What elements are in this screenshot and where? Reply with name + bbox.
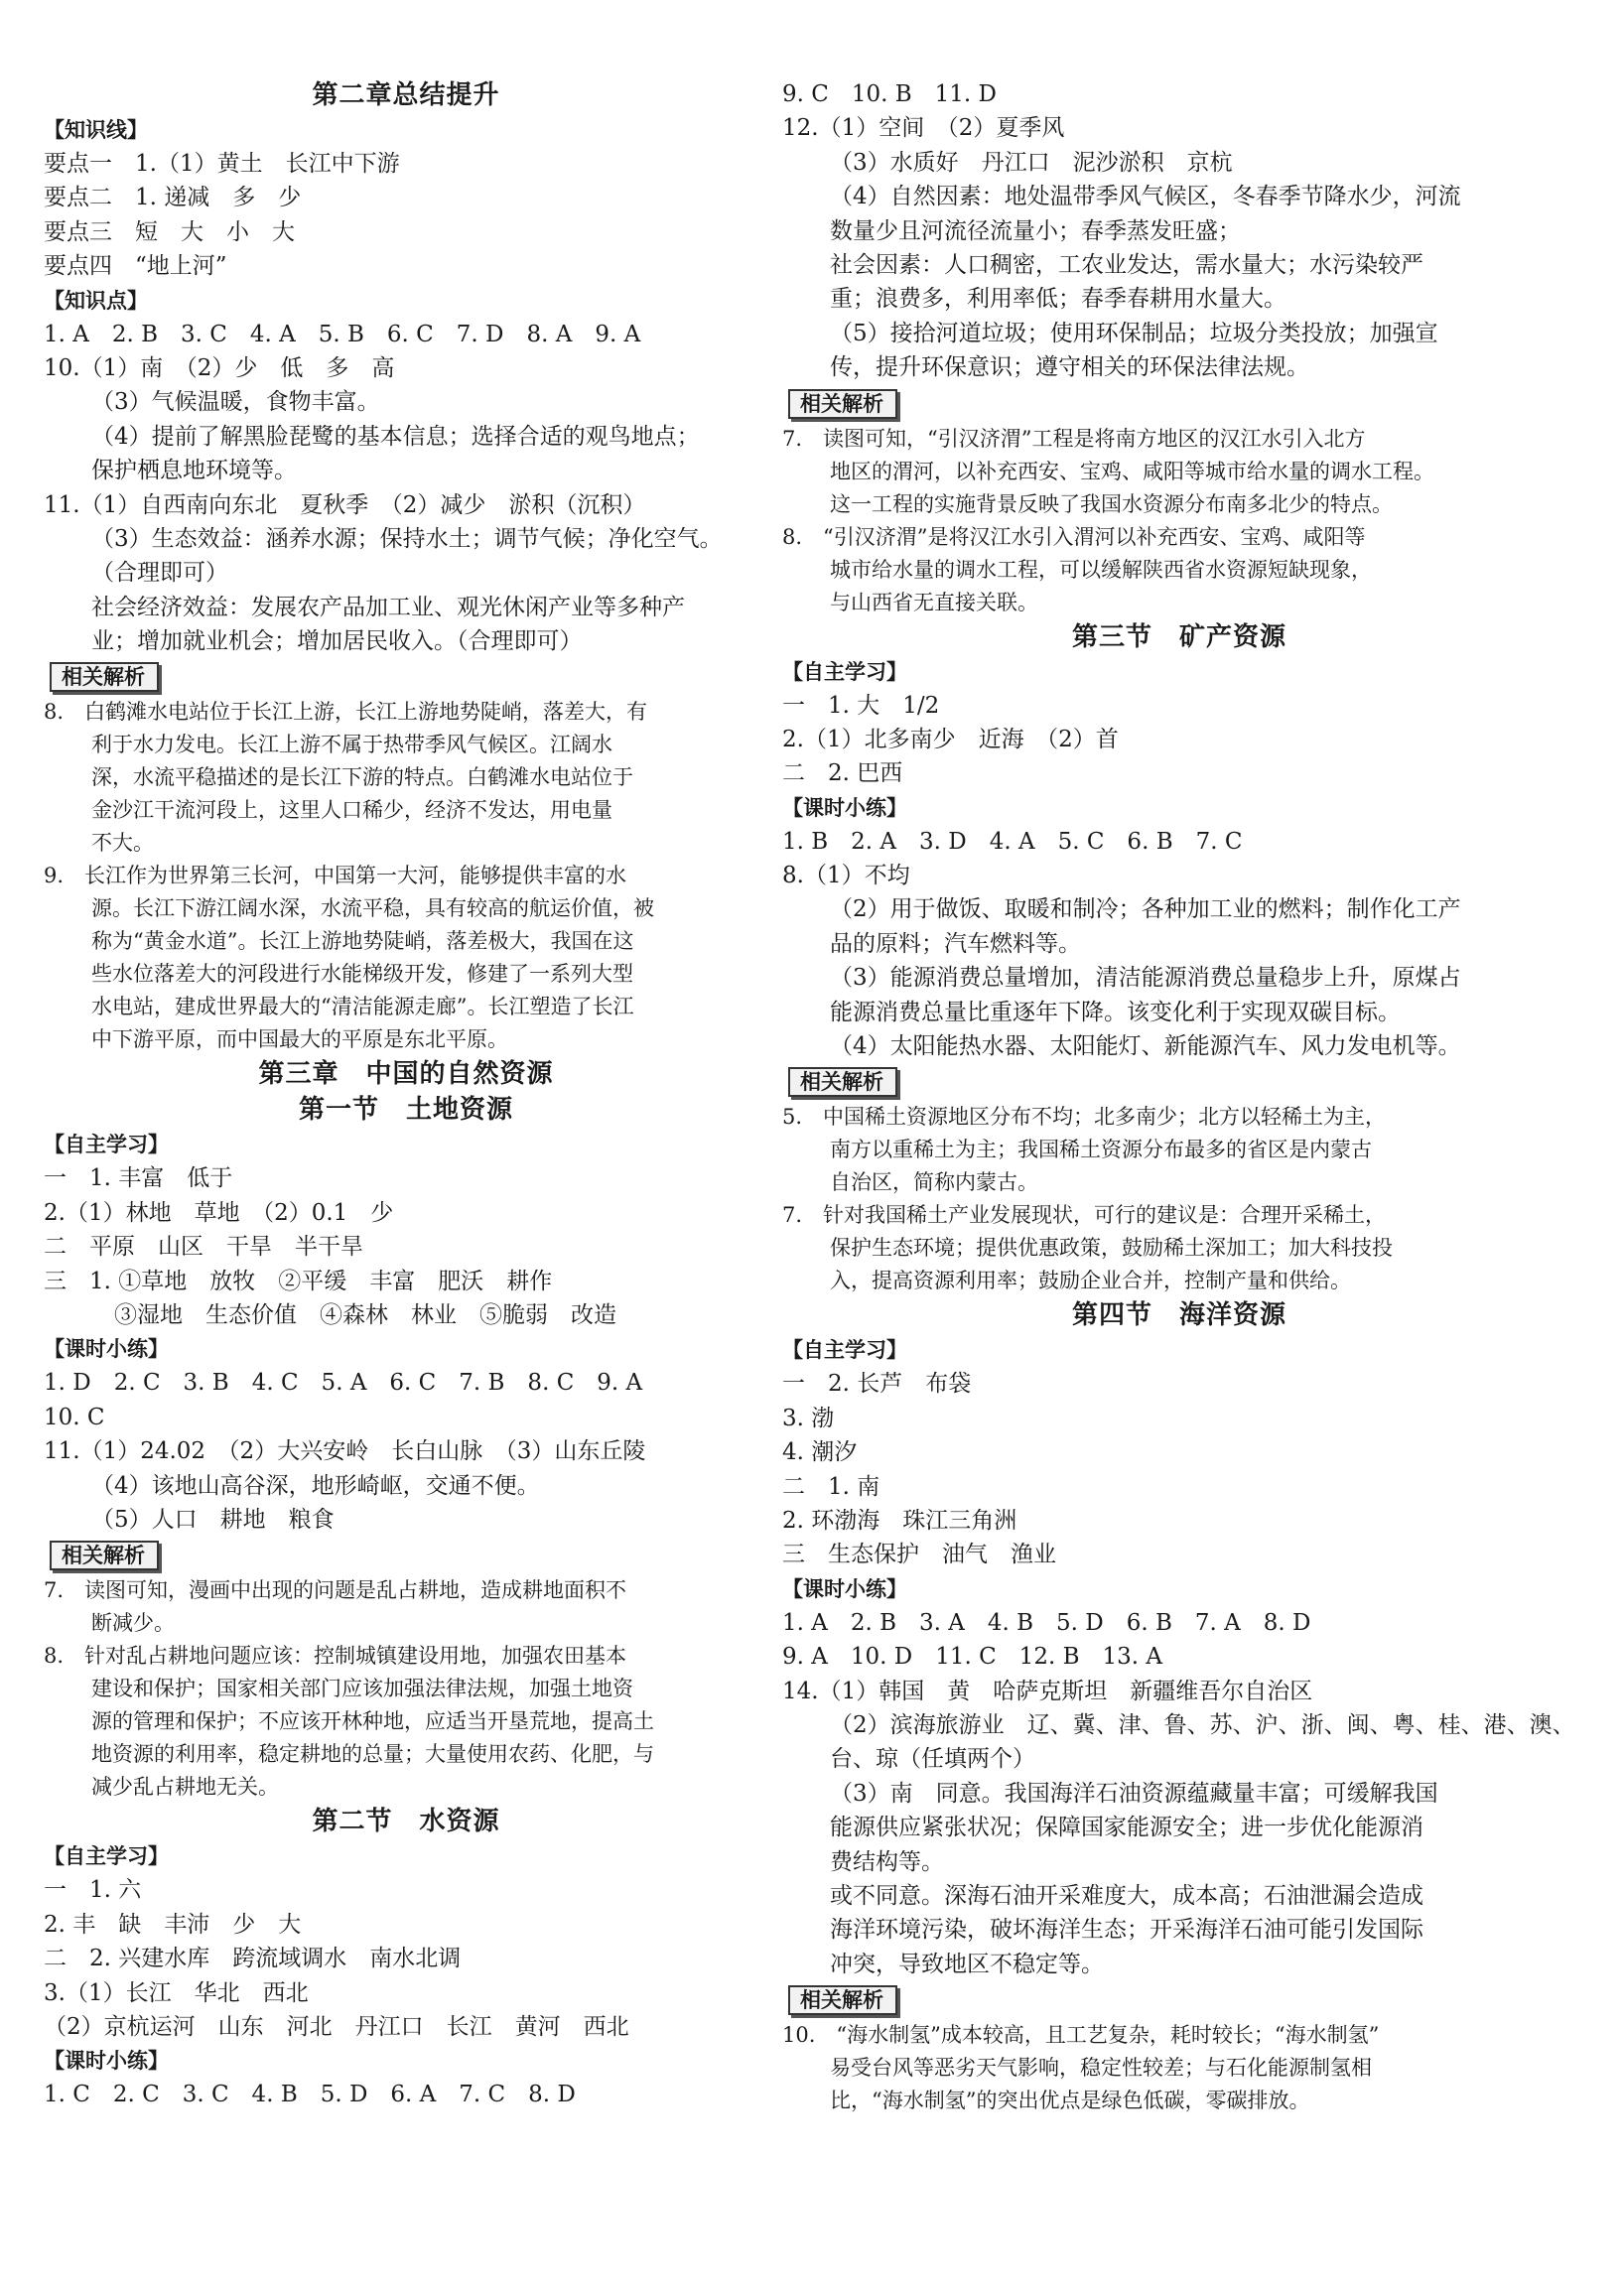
analysis-line: 些水位落差大的河段进行水能梯级开发，修建了一系列大型 — [91, 962, 633, 987]
analysis-line: 金沙江干流河段上，这里人口稀少，经济不发达，用电量 — [91, 798, 612, 823]
answer-line: 10.（1）南 （2）少 低 多 高 — [44, 354, 395, 381]
analysis-tag-row — [782, 1981, 1576, 2019]
analysis-tag-row — [44, 658, 768, 696]
answer-line: 能源供应紧张状况；保障国家能源安全；进一步优化能源消 — [830, 1815, 1423, 1841]
answer-line: （合理即可） — [91, 560, 228, 587]
answer-line: 2.（1）林地 草地 （2）0.1 少 — [44, 1199, 394, 1226]
answer-line: 11.（1）24.02 （2）大兴安岭 长白山脉 （3）山东丘陵 — [44, 1438, 646, 1465]
answer-line: 数量少且河流径流量小；春季蒸发旺盛； — [830, 217, 1241, 244]
analysis-line: 地区的渭河，以补充西安、宝鸡、咸阳等城市给水量的调水工程。 — [830, 459, 1434, 483]
analysis-line: 自治区，简称内蒙古。 — [830, 1170, 1038, 1195]
answer-line: （4）该地山高谷深，地形崎岖，交通不便。 — [91, 1472, 540, 1499]
answer-line: 社会经济效益：发展农产品加工业、观光休闲产业等多种产 — [91, 594, 685, 620]
answer-line: 或不同意。深海石油开采难度大，成本高；石油泄漏会造成 — [830, 1882, 1423, 1909]
analysis-line: 8. 针对乱占耕地问题应该：控制城镇建设用地，加强农田基本 — [44, 1644, 627, 1669]
answer-line: 三 生态保护 油气 渔业 — [782, 1542, 1056, 1568]
answer-line: （3）南 同意。我国海洋石油资源蕴藏量丰富；可缓解我国 — [830, 1780, 1438, 1807]
analysis-line: 比，“海水制氢”的突出优点是绿色低碳，零碳排放。 — [830, 2089, 1310, 2113]
left-column — [44, 77, 768, 2112]
analysis-line: 源。长江下游江阔水深，水流平稳，具有较高的航运价值，被 — [91, 896, 654, 921]
analysis-line: 7. 读图可知，“引汉济渭”工程是将南方地区的汉江水引入北方 — [782, 426, 1366, 451]
analysis-tag: 相关解析 — [788, 1985, 897, 2015]
analysis-line: 5. 中国稀土资源地区分布不均；北多南少；北方以轻稀土为主， — [782, 1105, 1387, 1130]
answer-line: 11.（1）自西南向东北 夏秋季 （2）减少 淤积（沉积） — [44, 491, 646, 518]
answer-line: （5）接拾河道垃圾；使用环保制品；垃圾分类投放；加强宣 — [830, 320, 1438, 346]
subsection-label: 【课时小练】 — [44, 1337, 169, 1362]
answer-line: 一 1. 大 1/2 — [782, 692, 940, 719]
answer-line: 3. 渤 — [782, 1405, 835, 1431]
answer-line: 9. C 10. B 11. D — [782, 81, 997, 107]
answer-line: 3.（1）长江 华北 西北 — [44, 1979, 309, 2006]
analysis-line: 保护生态环境；提供优惠政策，鼓励稀土深加工；加大科技投 — [830, 1236, 1393, 1261]
analysis-line: 深，水流平稳描述的是长江下游的特点。白鹤滩水电站位于 — [91, 765, 633, 790]
subsection-label: 【课时小练】 — [782, 795, 907, 820]
answer-line: 10. C — [44, 1404, 105, 1430]
analysis-line: 9. 长江作为世界第三长河，中国第一大河，能够提供丰富的水 — [44, 864, 627, 888]
analysis-tag: 相关解析 — [50, 662, 159, 692]
answer-line: （2）滨海旅游业 辽、冀、津、鲁、苏、沪、浙、闽、粤、桂、港、澳、 — [830, 1711, 1575, 1738]
answer-line: 二 1. 南 — [782, 1473, 880, 1500]
answer-line: （3）生态效益：涵养水源；保持水土；调节气候；净化空气。 — [91, 525, 723, 552]
subsection-label: 【知识线】 — [44, 118, 148, 142]
analysis-line: 地资源的利用率，稳定耕地的总量；大量使用农药、化肥，与 — [91, 1742, 654, 1767]
analysis-tag: 相关解析 — [788, 1067, 897, 1097]
answer-line: 海洋环境污染，破坏海洋生态；开采海洋石油可能引发国际 — [830, 1917, 1423, 1944]
analysis-tag-row — [44, 1537, 768, 1574]
analysis-line: 城市给水量的调水工程，可以缓解陕西省水资源短缺现象， — [830, 557, 1372, 582]
answer-line: 2.（1）北多南少 近海 （2）首 — [782, 726, 1119, 752]
right-column — [782, 77, 1576, 2117]
analysis-line: 7. 读图可知，漫画中出现的问题是乱占耕地，造成耕地面积不 — [44, 1578, 627, 1603]
answer-line: （5）人口 耕地 粮食 — [91, 1506, 335, 1533]
answer-line: 要点一 1.（1）黄土 长江中下游 — [44, 151, 400, 177]
answer-line: 能源消费总量比重逐年下降。该变化利于实现双碳目标。 — [830, 999, 1401, 1025]
answer-line: （2）京杭运河 山东 河北 丹江口 长江 黄河 西北 — [44, 2013, 629, 2040]
section-heading: 第四节 海洋资源 — [1071, 1300, 1286, 1331]
section-heading: 第三节 矿产资源 — [1071, 621, 1286, 652]
answer-line: （3）水质好 丹江口 泥沙淤积 京杭 — [830, 149, 1233, 176]
analysis-line: 易受台风等恶劣天气影响，稳定性较差；与石化能源制氢相 — [830, 2056, 1372, 2081]
answer-line: 三 1. ①草地 放牧 ②平缓 丰富 肥沃 耕作 — [44, 1268, 553, 1294]
analysis-line: 源的管理和保护；不应该开林种地，应适当开垦荒地，提高土 — [91, 1709, 654, 1734]
answer-line: 1. A 2. B 3. C 4. A 5. B 6. C 7. D 8. A 9. A — [44, 321, 641, 347]
analysis-line: 不大。 — [91, 831, 154, 856]
answer-line: 要点二 1. 递减 多 少 — [44, 185, 302, 211]
answer-line: 二 2. 兴建水库 跨流域调水 南水北调 — [44, 1946, 462, 1972]
answer-line: 2. 环渤海 珠江三角洲 — [782, 1507, 1017, 1534]
answer-line: 8.（1）不均 — [782, 863, 910, 889]
analysis-line: 水电站，建成世界最大的“清洁能源走廊”。长江塑造了长江 — [91, 995, 634, 1019]
answer-line: 4. 潮汐 — [782, 1439, 858, 1466]
analysis-line: 与山西省无直接关联。 — [830, 590, 1038, 614]
answer-line: 14.（1）韩国 黄 哈萨克斯坦 新疆维吾尔自治区 — [782, 1678, 1313, 1704]
answer-line: 台、琼（任填两个） — [830, 1746, 1035, 1773]
answer-line: 一 1. 六 — [44, 1877, 142, 1904]
answer-line: 重；浪费多，利用率低；春季春耕用水量大。 — [830, 286, 1286, 313]
analysis-line: 7. 针对我国稀土产业发展现状，可行的建议是：合理开采稀土， — [782, 1203, 1387, 1228]
answer-line: ③湿地 生态价值 ④森林 林业 ⑤脆弱 改造 — [91, 1302, 616, 1329]
answer-line: （2）用于做饭、取暖和制冷；各种加工业的燃料；制作化工产 — [830, 896, 1461, 923]
analysis-line: 这一工程的实施背景反映了我国水资源分布南多北少的特点。 — [830, 491, 1393, 516]
subsection-label: 【自主学习】 — [44, 1133, 169, 1157]
answer-line: 传，提升环保意识；遵守相关的环保法律法规。 — [830, 354, 1309, 381]
answer-line: （3）气候温暖，食物丰富。 — [91, 389, 380, 416]
subsection-label: 【自主学习】 — [782, 659, 907, 684]
answer-line: 12.（1）空间 （2）夏季风 — [782, 115, 1065, 142]
answer-line: 9. A 10. D 11. C 12. B 13. A — [782, 1644, 1162, 1671]
answer-line: 1. C 2. C 3. C 4. B 5. D 6. A 7. C 8. D — [44, 2082, 576, 2108]
answer-line: 业；增加就业机会；增加居民收入。（合理即可） — [91, 628, 583, 655]
analysis-line: 建设和保护；国家相关部门应该加强法律法规，加强土地资 — [91, 1677, 633, 1701]
section-heading: 第二节 水资源 — [312, 1807, 500, 1837]
subsection-label: 【知识点】 — [44, 288, 148, 313]
answer-line: 1. B 2. A 3. D 4. A 5. C 6. B 7. C — [782, 828, 1243, 855]
analysis-line: 中下游平原，而中国最大的平原是东北平原。 — [91, 1027, 508, 1052]
analysis-line: 8. 白鹤滩水电站位于长江上游，长江上游地势陡峭，落差大，有 — [44, 700, 648, 725]
answer-line: 社会因素：人口稠密，工农业发达，需水量大；水污染较严 — [830, 251, 1423, 278]
analysis-line: 10. “海水制氢”成本较高，且工艺复杂，耗时较长；“海水制氢” — [782, 2023, 1380, 2048]
section-heading: 第二章总结提升 — [312, 80, 500, 110]
answer-line: 冲突，导致地区不稳定等。 — [830, 1951, 1104, 1977]
analysis-tag: 相关解析 — [788, 389, 897, 419]
analysis-tag: 相关解析 — [50, 1541, 159, 1570]
answer-line: 费结构等。 — [830, 1848, 944, 1875]
analysis-line: 8. “引汉济渭”是将汉江水引入渭河以补充西安、宝鸡、咸阳等 — [782, 524, 1366, 549]
subsection-label: 【自主学习】 — [782, 1338, 907, 1363]
analysis-line: 称为“黄金水道”。长江上游地势陡峭，落差极大，我国在这 — [91, 929, 634, 954]
answer-line: 2. 丰 缺 丰沛 少 大 — [44, 1911, 302, 1938]
section-heading: 第一节 土地资源 — [298, 1095, 513, 1126]
analysis-line: 断减少。 — [91, 1611, 175, 1636]
answer-line: 要点三 短 大 小 大 — [44, 218, 295, 245]
analysis-line: 入，提高资源利用率；鼓励企业合并，控制产量和供给。 — [830, 1269, 1351, 1293]
analysis-tag-row — [782, 1063, 1576, 1101]
section-heading: 第三章 中国的自然资源 — [258, 1059, 554, 1090]
answer-line: 二 2. 巴西 — [782, 760, 903, 787]
analysis-line: 减少乱占耕地无关。 — [91, 1775, 279, 1800]
subsection-label: 【自主学习】 — [44, 1844, 169, 1869]
answer-line: 二 平原 山区 干旱 半干旱 — [44, 1234, 363, 1261]
answer-line: （3）能源消费总量增加，清洁能源消费总量稳步上升，原煤占 — [830, 965, 1461, 992]
answer-line: （4）自然因素：地处温带季风气候区，冬春季节降水少，河流 — [830, 184, 1461, 210]
answer-line: 要点四 “地上河” — [44, 253, 227, 280]
answer-line: 一 1. 丰富 低于 — [44, 1165, 233, 1192]
subsection-label: 【课时小练】 — [782, 1576, 907, 1601]
answer-line: 1. D 2. C 3. B 4. C 5. A 6. C 7. B 8. C 9. A — [44, 1370, 643, 1397]
answer-line: 1. A 2. B 3. A 4. B 5. D 6. B 7. A 8. D — [782, 1609, 1311, 1636]
analysis-line: 南方以重稀土为主；我国稀土资源分布最多的省区是内蒙古 — [830, 1138, 1372, 1162]
subsection-label: 【课时小练】 — [44, 2049, 169, 2074]
answer-line: 保护栖息地环境等。 — [91, 458, 297, 484]
analysis-line: 利于水力发电。长江上游不属于热带季风气候区。江阔水 — [91, 733, 612, 757]
answer-line: 一 2. 长芦 布袋 — [782, 1371, 972, 1398]
answer-line: 品的原料；汽车燃料等。 — [830, 930, 1081, 957]
analysis-tag-row — [782, 385, 1576, 423]
answer-line: （4）提前了解黑脸琵鹭的基本信息；选择合适的观鸟地点； — [91, 423, 700, 450]
answer-line: （4）太阳能热水器、太阳能灯、新能源汽车、风力发电机等。 — [830, 1033, 1461, 1060]
